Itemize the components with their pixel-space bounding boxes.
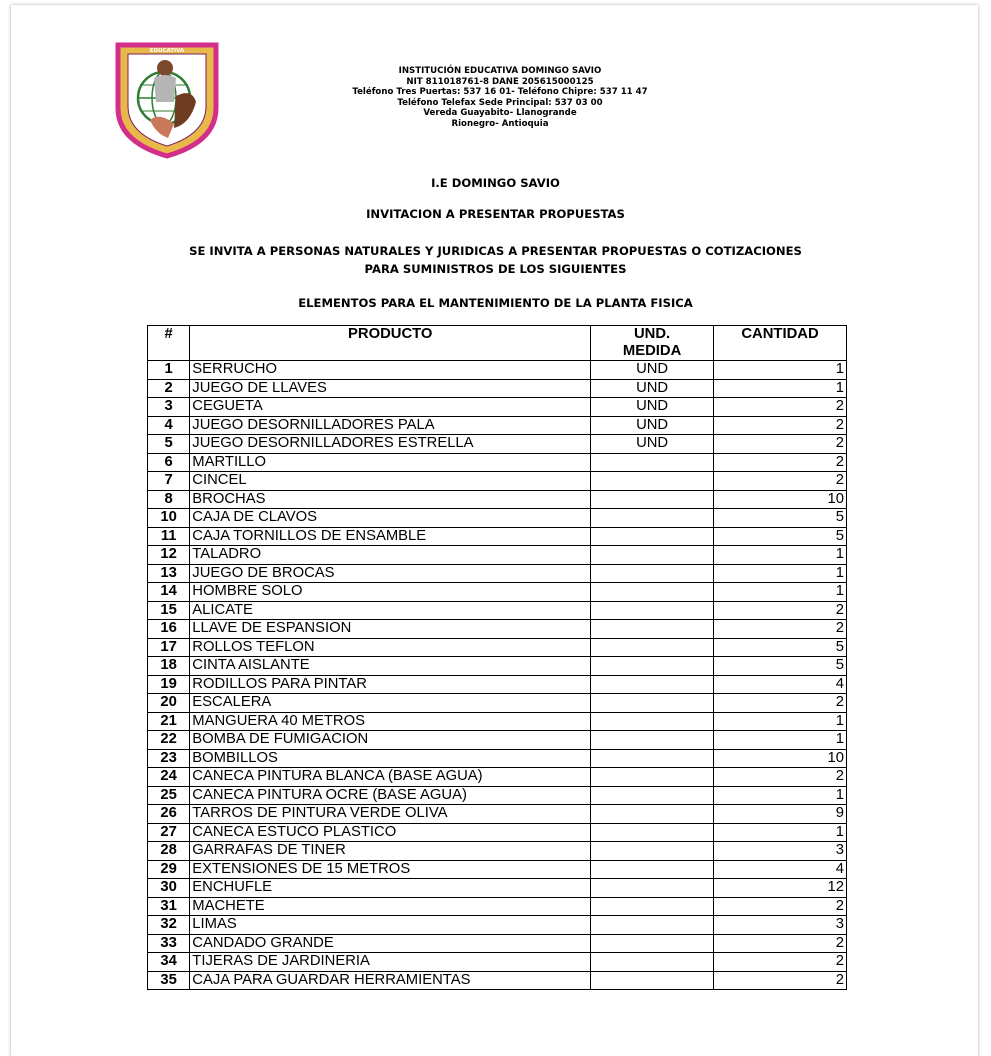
row-number: 14 xyxy=(148,583,190,602)
row-product: EXTENSIONES DE 15 METROS xyxy=(190,860,591,879)
row-quantity: 2 xyxy=(714,971,847,990)
row-unit xyxy=(591,786,714,805)
row-number: 32 xyxy=(148,916,190,935)
section-title: ELEMENTOS PARA EL MANTENIMIENTO DE LA PLANTA FISICA xyxy=(298,296,693,310)
row-product: SERRUCHO xyxy=(190,361,591,380)
row-quantity: 2 xyxy=(714,897,847,916)
table-row xyxy=(148,916,847,935)
row-product: BROCHAS xyxy=(190,490,591,509)
row-quantity: 9 xyxy=(714,805,847,824)
row-quantity: 2 xyxy=(714,934,847,953)
row-quantity: 10 xyxy=(714,490,847,509)
row-number: 35 xyxy=(148,971,190,990)
table-row xyxy=(148,379,847,398)
row-unit xyxy=(591,509,714,528)
row-number: 3 xyxy=(148,398,190,417)
row-number: 34 xyxy=(148,953,190,972)
row-number: 24 xyxy=(148,768,190,787)
row-unit xyxy=(591,897,714,916)
institution-name: INSTITUCIÓN EDUCATIVA DOMINGO SAVIO xyxy=(398,66,602,76)
institution-address: Vereda Guayabito- Llanogrande xyxy=(423,108,577,119)
table-row xyxy=(148,638,847,657)
table-row xyxy=(148,786,847,805)
row-quantity: 1 xyxy=(714,379,847,398)
call-line-1: SE INVITA A PERSONAS NATURALES Y JURIDICAS A PRESENTAR PROPUESTAS O COTIZACIONES xyxy=(189,244,802,258)
row-quantity: 10 xyxy=(714,749,847,768)
row-unit xyxy=(591,657,714,676)
row-product: MACHETE xyxy=(190,897,591,916)
row-quantity: 1 xyxy=(714,786,847,805)
row-unit xyxy=(591,620,714,639)
table-row xyxy=(148,546,847,565)
table-row xyxy=(148,694,847,713)
row-quantity: 5 xyxy=(714,527,847,546)
table-row xyxy=(148,657,847,676)
row-unit: UND xyxy=(591,416,714,435)
table-row xyxy=(148,953,847,972)
row-quantity: 12 xyxy=(714,879,847,898)
row-number: 7 xyxy=(148,472,190,491)
table-row xyxy=(148,490,847,509)
row-product: HOMBRE SOLO xyxy=(190,583,591,602)
row-unit xyxy=(591,527,714,546)
row-product: JUEGO DESORNILLADORES ESTRELLA xyxy=(190,435,591,454)
row-unit xyxy=(591,712,714,731)
row-quantity: 2 xyxy=(714,472,847,491)
table-row xyxy=(148,712,847,731)
table-row xyxy=(148,749,847,768)
row-number: 15 xyxy=(148,601,190,620)
row-quantity: 1 xyxy=(714,583,847,602)
row-unit xyxy=(591,749,714,768)
table-row xyxy=(148,823,847,842)
row-number: 21 xyxy=(148,712,190,731)
row-product: BOMBILLOS xyxy=(190,749,591,768)
row-unit: UND xyxy=(591,361,714,380)
row-product: RODILLOS PARA PINTAR xyxy=(190,675,591,694)
row-unit: UND xyxy=(591,435,714,454)
row-number: 31 xyxy=(148,897,190,916)
row-product: TIJERAS DE JARDINERIA xyxy=(190,953,591,972)
table-row xyxy=(148,398,847,417)
row-unit xyxy=(591,694,714,713)
row-number: 10 xyxy=(148,509,190,528)
row-unit xyxy=(591,934,714,953)
table-row xyxy=(148,361,847,380)
col-header-num: # xyxy=(148,326,190,361)
col-header-quantity: CANTIDAD xyxy=(714,326,847,361)
table-row xyxy=(148,805,847,824)
row-number: 23 xyxy=(148,749,190,768)
row-number: 20 xyxy=(148,694,190,713)
row-unit xyxy=(591,472,714,491)
institution-telefax: Teléfono Telefax Sede Principal: 537 03 00 xyxy=(397,97,603,108)
row-number: 33 xyxy=(148,934,190,953)
row-product: CANECA ESTUCO PLASTICO xyxy=(190,823,591,842)
row-number: 11 xyxy=(148,527,190,546)
col-header-unit-line2: MEDIDA xyxy=(622,343,682,359)
row-unit: UND xyxy=(591,398,714,417)
row-product: CANECA PINTURA OCRE (BASE AGUA) xyxy=(190,786,591,805)
row-unit xyxy=(591,842,714,861)
row-quantity: 3 xyxy=(714,842,847,861)
row-quantity: 1 xyxy=(714,823,847,842)
row-unit xyxy=(591,860,714,879)
row-quantity: 1 xyxy=(714,564,847,583)
row-product: ESCALERA xyxy=(190,694,591,713)
school-title: I.E DOMINGO SAVIO xyxy=(431,176,560,190)
table-header-row xyxy=(148,326,847,361)
table-row xyxy=(148,971,847,990)
row-number: 5 xyxy=(148,435,190,454)
row-number: 6 xyxy=(148,453,190,472)
table-row xyxy=(148,527,847,546)
row-quantity: 4 xyxy=(714,675,847,694)
row-product: CAJA DE CLAVOS xyxy=(190,509,591,528)
row-quantity: 1 xyxy=(714,731,847,750)
row-product: MARTILLO xyxy=(190,453,591,472)
table-row xyxy=(148,675,847,694)
row-product: GARRAFAS DE TINER xyxy=(190,842,591,861)
col-header-product: PRODUCTO xyxy=(190,326,591,361)
row-product: CINCEL xyxy=(190,472,591,491)
row-number: 18 xyxy=(148,657,190,676)
row-product: CANDADO GRANDE xyxy=(190,934,591,953)
row-quantity: 2 xyxy=(714,768,847,787)
row-quantity: 5 xyxy=(714,509,847,528)
invitation-title: INVITACION A PRESENTAR PROPUESTAS xyxy=(366,207,625,221)
institution-nit: NIT 811018761-8 DANE 205615000125 xyxy=(406,76,594,87)
row-unit xyxy=(591,768,714,787)
row-product: ALICATE xyxy=(190,601,591,620)
row-quantity: 1 xyxy=(714,712,847,731)
table-row xyxy=(148,564,847,583)
row-number: 22 xyxy=(148,731,190,750)
row-product: JUEGO DESORNILLADORES PALA xyxy=(190,416,591,435)
row-product: TARROS DE PINTURA VERDE OLIVA xyxy=(190,805,591,824)
table-row xyxy=(148,509,847,528)
table-row xyxy=(148,453,847,472)
row-number: 30 xyxy=(148,879,190,898)
row-unit xyxy=(591,564,714,583)
table-row xyxy=(148,601,847,620)
table-row xyxy=(148,879,847,898)
row-unit xyxy=(591,916,714,935)
table-row xyxy=(148,416,847,435)
row-quantity: 2 xyxy=(714,435,847,454)
table-row xyxy=(148,583,847,602)
row-number: 8 xyxy=(148,490,190,509)
col-header-unit-line1: UND. xyxy=(634,326,671,342)
row-product: LIMAS xyxy=(190,916,591,935)
row-product: LLAVE DE ESPANSION xyxy=(190,620,591,639)
row-unit xyxy=(591,879,714,898)
items-table xyxy=(147,325,847,990)
row-product: TALADRO xyxy=(190,546,591,565)
institution-phones: Teléfono Tres Puertas: 537 16 01- Teléfono Chipre: 537 11 47 xyxy=(352,87,648,98)
row-number: 4 xyxy=(148,416,190,435)
row-number: 13 xyxy=(148,564,190,583)
row-unit xyxy=(591,546,714,565)
row-quantity: 1 xyxy=(714,546,847,565)
col-header-unit xyxy=(591,326,714,361)
row-number: 26 xyxy=(148,805,190,824)
row-product: CINTA AISLANTE xyxy=(190,657,591,676)
row-product: CAJA PARA GUARDAR HERRAMIENTAS xyxy=(190,971,591,990)
row-unit xyxy=(591,453,714,472)
table-row xyxy=(148,934,847,953)
school-crest-icon xyxy=(114,42,220,159)
call-line-2: PARA SUMINISTROS DE LOS SIGUIENTES xyxy=(364,262,627,276)
row-number: 1 xyxy=(148,361,190,380)
row-product: BOMBA DE FUMIGACION xyxy=(190,731,591,750)
row-number: 28 xyxy=(148,842,190,861)
row-unit: UND xyxy=(591,379,714,398)
row-product: CEGUETA xyxy=(190,398,591,417)
row-unit xyxy=(591,823,714,842)
row-product: JUEGO DE LLAVES xyxy=(190,379,591,398)
row-unit xyxy=(591,490,714,509)
table-row xyxy=(148,472,847,491)
row-number: 17 xyxy=(148,638,190,657)
row-product: ROLLOS TEFLON xyxy=(190,638,591,657)
row-unit xyxy=(591,675,714,694)
row-product: CAJA TORNILLOS DE ENSAMBLE xyxy=(190,527,591,546)
table-row xyxy=(148,731,847,750)
row-unit xyxy=(591,583,714,602)
row-product: JUEGO DE BROCAS xyxy=(190,564,591,583)
row-unit xyxy=(591,601,714,620)
row-number: 25 xyxy=(148,786,190,805)
row-quantity: 3 xyxy=(714,916,847,935)
svg-text:EDUCATIVA: EDUCATIVA xyxy=(149,48,185,54)
table-row xyxy=(148,897,847,916)
row-number: 12 xyxy=(148,546,190,565)
table-row xyxy=(148,768,847,787)
row-quantity: 2 xyxy=(714,601,847,620)
row-product: ENCHUFLE xyxy=(190,879,591,898)
table-row xyxy=(148,620,847,639)
table-row xyxy=(148,435,847,454)
row-product: MANGUERA 40 METROS xyxy=(190,712,591,731)
row-quantity: 1 xyxy=(714,361,847,380)
table-row xyxy=(148,860,847,879)
row-quantity: 2 xyxy=(714,953,847,972)
row-unit xyxy=(591,731,714,750)
row-number: 29 xyxy=(148,860,190,879)
row-number: 27 xyxy=(148,823,190,842)
row-unit xyxy=(591,953,714,972)
row-quantity: 4 xyxy=(714,860,847,879)
row-quantity: 2 xyxy=(714,453,847,472)
institution-city: Rionegro- Antioquia xyxy=(451,118,549,129)
row-quantity: 2 xyxy=(714,694,847,713)
row-quantity: 2 xyxy=(714,620,847,639)
row-unit xyxy=(591,805,714,824)
row-quantity: 2 xyxy=(714,398,847,417)
row-quantity: 5 xyxy=(714,657,847,676)
row-number: 19 xyxy=(148,675,190,694)
row-quantity: 5 xyxy=(714,638,847,657)
row-product: CANECA PINTURA BLANCA (BASE AGUA) xyxy=(190,768,591,787)
institution-header xyxy=(300,66,700,130)
row-unit xyxy=(591,971,714,990)
row-number: 2 xyxy=(148,379,190,398)
row-unit xyxy=(591,638,714,657)
row-number: 16 xyxy=(148,620,190,639)
row-quantity: 2 xyxy=(714,416,847,435)
table-row xyxy=(148,842,847,861)
